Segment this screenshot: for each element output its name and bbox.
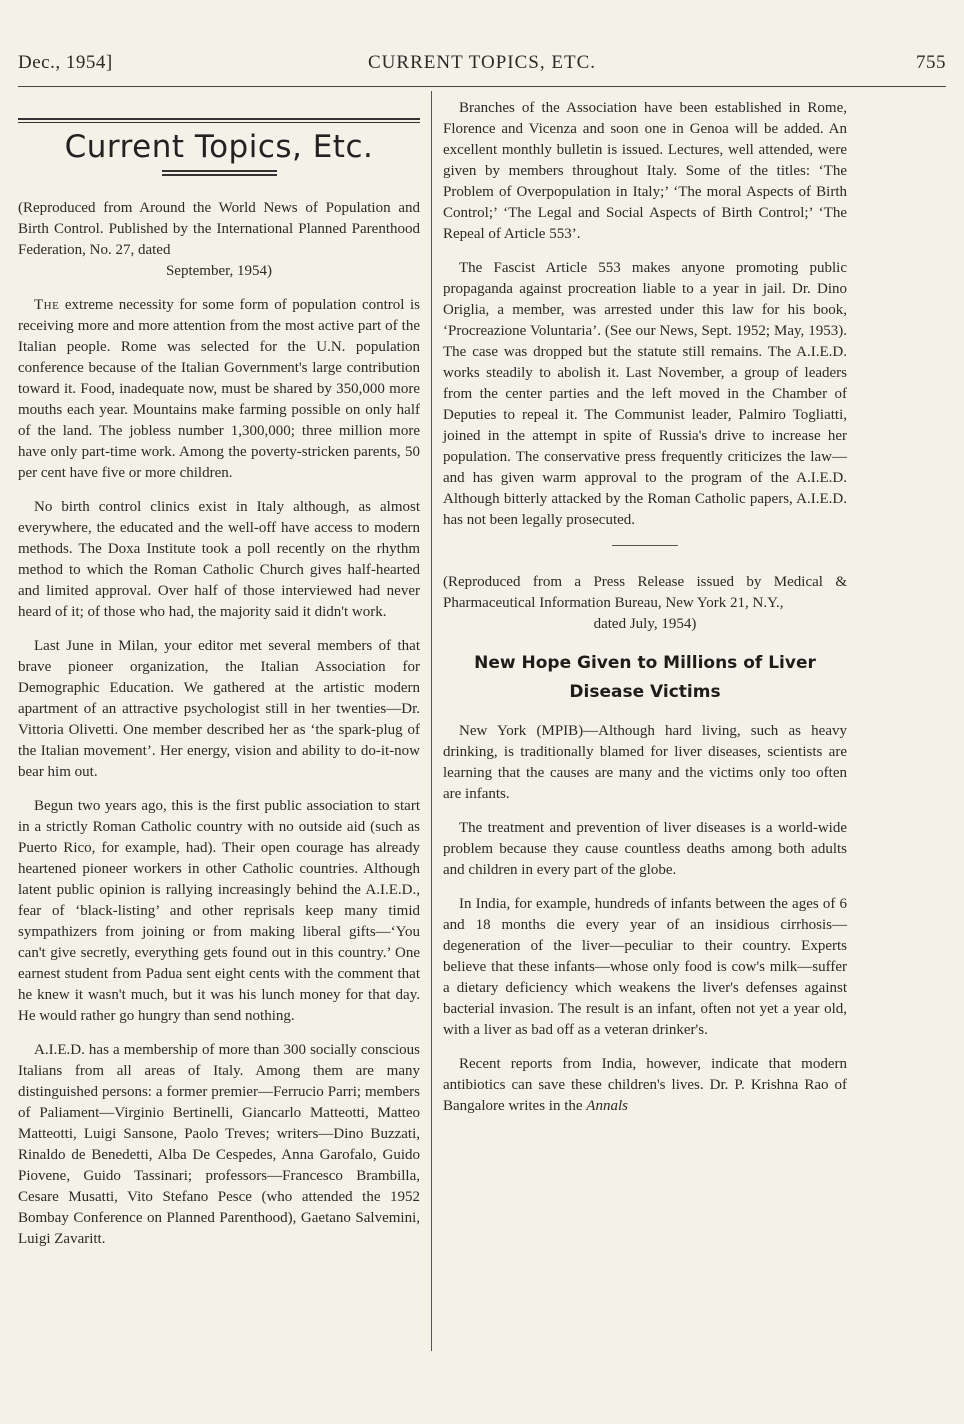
section-title: Current Topics, Etc. — [64, 129, 374, 165]
lead-word: The — [34, 297, 60, 313]
article1-source-date: September, 1954) — [165, 263, 273, 279]
paragraph-text: extreme necessity for some form of population control is receiving more and more attention from the most active part of the Italian people. Rome was selected for the U.N. population conference because of the Italian Government's large contribution toward it. Food, inadequate now, must be shared by 350,000 more mouths each year. Mountains make farming possible on only half of the land. The jobless number 1,300,000; three million more have only part-time work. Among the poverty-stricken parents, 50 per cent have five or more children. — [18, 297, 420, 481]
article2-title — [443, 649, 847, 707]
journal-name: Annals — [586, 1098, 628, 1114]
article1-source-note — [18, 198, 420, 282]
running-head-date: Dec., 1954] — [18, 52, 113, 73]
right-column — [443, 98, 847, 1130]
title-rule-top — [18, 118, 420, 120]
article-separator — [612, 545, 678, 546]
article2-source-note — [443, 572, 847, 635]
article2-paragraph-2: The treatment and prevention of liver diseases is a world-wide problem because they cause countless deaths among both adults and children in every part of the globe. — [443, 820, 847, 878]
article1-paragraph-1 — [18, 295, 420, 484]
title-underline-second — [162, 174, 277, 176]
article2-paragraph-4 — [443, 1054, 847, 1117]
column-divider — [431, 91, 432, 1351]
article1-source-main: (Reproduced from Around the World News of Population and Birth Control. Published by the International Planned Parenthood Federation, No. 27, dated — [18, 200, 420, 258]
article2-title-line-2: Disease Victims — [569, 682, 721, 702]
title-rule-top-thin — [18, 122, 420, 123]
article2-paragraph-1: New York (MPIB)—Although hard living, such as heavy drinking, is traditionally blamed for liver diseases, scientists are learning that the causes are many and the victims only too often are infants. — [443, 723, 847, 802]
article2-paragraph-3: In India, for example, hundreds of infants between the ages of 6 and 18 months die every year of an insidious cirrhosis—degeneration of the liver—peculiar to their country. Experts believe that these infants—whose only food is cow's milk—suffer a dietary deficiency which weakens the liver's defenses against bacterial invasion. The result is an infant, often not yet a year old, with a liver as bad off as a veteran drinker's. — [443, 896, 847, 1038]
page-number: 755 — [916, 52, 946, 73]
title-underline — [162, 170, 277, 172]
running-head — [18, 52, 946, 82]
article1-paragraph-5: A.I.E.D. has a membership of more than 300 socially conscious Italians from all areas of Italy. Among them are many distinguished persons: a former premier—Ferrucio Parri; members of Paliament—Virginio Bertinelli, Giancarlo Matteotti, Matteo Matteotti, Luigi Sansone, Paolo Treves; writers—Dino Buzzati, Rinaldo de Benedetti, Alba De Cespedes, Anna Garofalo, Guido Piovene, Guido Tassinari; professors—Francesco Brambilla, Cesare Musatti, Vito Stefano Pesce (who attended the 1952 Bombay Conference on Planned Parenthood), Gaetano Salvemini, Luigi Zavaritt. — [18, 1042, 420, 1247]
left-column — [18, 118, 420, 1263]
article2-title-line-1: New Hope Given to Millions of Liver — [474, 653, 816, 673]
article1-paragraph-2: No birth control clinics exist in Italy although, as almost everywhere, the educated and the well-off have access to modern methods. The Doxa Institute took a poll recently on the rhythm method to which the Roman Catholic Church gives half-hearted and limited approval. Over half of those interviewed had never heard of it; of those who had, the majority said it didn't work. — [18, 499, 420, 620]
article1-paragraph-3: Last June in Milan, your editor met several members of that brave pioneer organization, the Italian Association for Demographic Education. We gathered at the artistic modern apartment of an attractive psychologist still in her twenties—Dr. Vittoria Olivetti. One member described her as ‘the spark-plug of the Italian movement’. Her energy, vision and ability to do-it-now bear him out. — [18, 638, 420, 780]
article2-source-date: dated July, 1954) — [593, 616, 697, 632]
article1-paragraph-6: Branches of the Association have been established in Rome, Florence and Vicenza and soon one in Genoa will be added. An excellent monthly bulletin is issued. Lectures, well attended, were given by members throughout Italy. Some of the titles: ‘The Problem of Overpopulation in Italy;’ ‘The moral Aspects of Birth Control;’ ‘The Legal and Social Aspects of Birth Control;’ ‘The Repeal of Article 553’. — [443, 100, 847, 242]
paragraph-text: Recent reports from India, however, indicate that modern antibiotics can save these children's lives. Dr. P. Krishna Rao of Bangalore writes in the — [443, 1056, 847, 1114]
article2-source-main: (Reproduced from a Press Release issued by Medical & Pharmaceutical Information Bureau, New York 21, N.Y., — [443, 574, 847, 611]
article1-paragraph-4: Begun two years ago, this is the first public association to start in a strictly Roman Catholic country with no outside aid (such as Puerto Rico, for example, had). Their open courage has already heartened pioneer workers in other Catholic countries. Although latent public opinion is rallying increasingly behind the A.I.E.D., fear of ‘black-listing’ and other reprisals keep many timid sympathizers from joining or from making liberal gifts—‘You can't give secretly, everything gets found out in this country.’ One earnest student from Padua sent eight cents with the comment that he knew it wasn't much, but it was his lunch money for that day. He would rather go hungry than send nothing. — [18, 798, 420, 1024]
header-rule — [18, 86, 946, 87]
running-head-title: CURRENT TOPICS, ETC. — [368, 52, 596, 73]
article1-paragraph-7: The Fascist Article 553 makes anyone promoting public propaganda against procreation liable to a year in jail. Dr. Dino Origlia, a member, was arrested under this law for his book, ‘Procreazione Voluntaria’. (See our News, Sept. 1952; May, 1953). The case was dropped but the statute still remains. The A.I.E.D. works steadily to abolish it. Last November, a group of leaders from the center parties and the left moved in the Chamber of Deputies to repeal it. The Communist leader, Palmiro Togliatti, joined in the attempt in spite of Russia's drive to increase her population. The conservative press frequently criticizes the law—and has given warm approval to the program of the A.I.E.D. Although bitterly attacked by the Roman Catholic papers, A.I.E.D. has not been legally prosecuted. — [443, 260, 847, 528]
